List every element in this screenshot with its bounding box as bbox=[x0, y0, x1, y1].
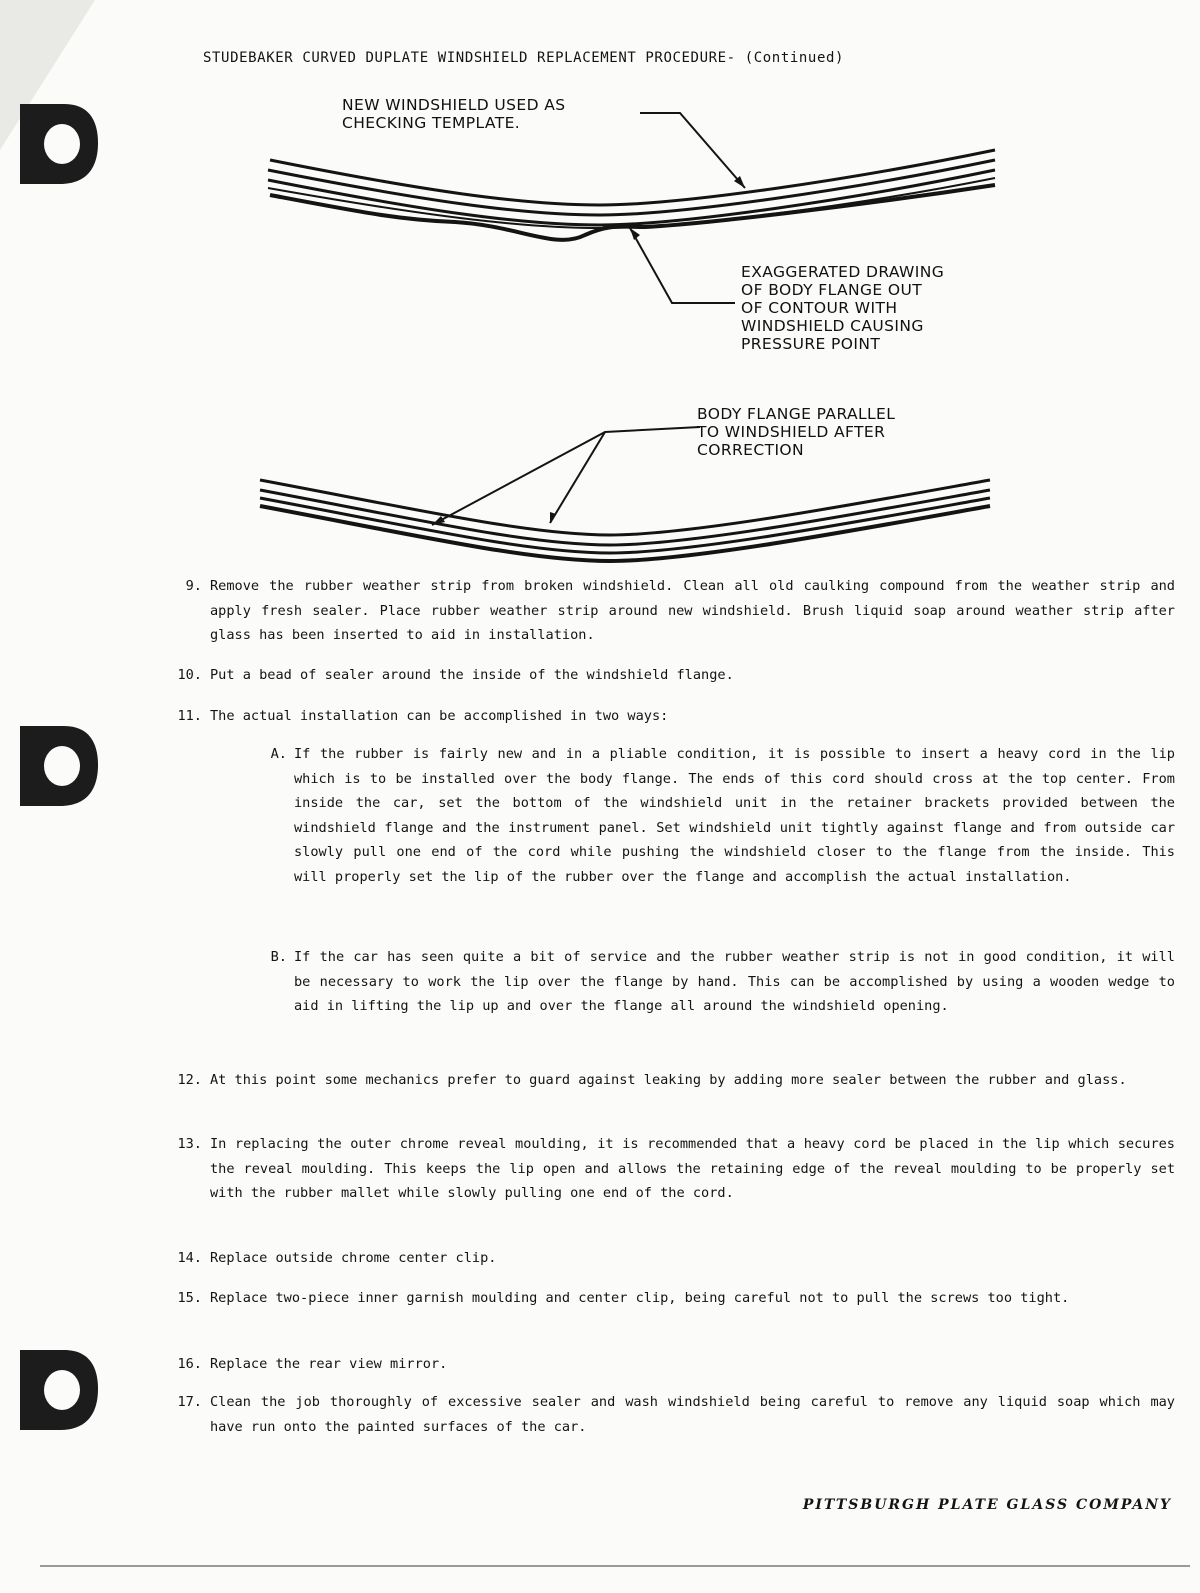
option-letter: B. bbox=[270, 949, 287, 965]
step-text: Remove the rubber weather strip from broken windshield. Clean all old caulking compound from the weather strip and apply fresh sealer. Place rubber weather strip around new windshield. Brush liquid soap around weather strip after glass has been inserted to aid in installation. bbox=[210, 578, 1175, 643]
step-text: Clean the job thoroughly of excessive sealer and wash windshield being careful to remove any liquid soap which may have run onto the painted surfaces of the car. bbox=[210, 1394, 1175, 1435]
step-number: 12. bbox=[177, 1072, 202, 1088]
step-text: In replacing the outer chrome reveal moulding, it is recommended that a heavy cord be placed in the lip which secures the reveal moulding. This keeps the lip open and allows the retaining edge of the reveal moulding to be properly set with the rubber mallet while slowly pulling one end of the cord. bbox=[210, 1136, 1175, 1201]
step-text: Replace outside chrome center clip. bbox=[210, 1250, 497, 1266]
option-text: If the rubber is fairly new and in a pliable condition, it is possible to insert a heavy cord in the lip which is to be installed over the body flange. The ends of this cord should cross at the top center. From inside the car, set the bottom of the windshield unit in the retainer brackets provided between the windshield flange and the instrument panel. Set windshield unit tightly against flange and from outside car slowly pull one end of the cord while pushing the windshield closer to the flange from the inside. This will properly set the lip of the rubber over the flange and accomplish the actual installation. bbox=[294, 746, 1175, 885]
bottom-edge-line bbox=[40, 1565, 1190, 1567]
option-letter: A. bbox=[270, 746, 287, 762]
option-text: If the car has seen quite a bit of service and the rubber weather strip is not in good condition, it will be necessary to work the lip over the flange by hand. This can be accomplished by using a wooden wedge to aid in lifting the lip up and over the flange all around the windshield opening. bbox=[294, 949, 1175, 1014]
company-footer: PITTSBURGH PLATE GLASS COMPANY bbox=[802, 1497, 1172, 1513]
callout-exaggerated-flange: EXAGGERATED DRAWING OF BODY FLANGE OUT OF CONTOUR WITH WINDSHIELD CAUSING PRESSURE POINT bbox=[741, 263, 945, 353]
step-number: 14. bbox=[177, 1250, 202, 1266]
step-text: Replace two-piece inner garnish moulding and center clip, being careful not to pull the screws too tight. bbox=[210, 1290, 1070, 1306]
step-number: 17. bbox=[177, 1394, 202, 1410]
step-number: 9. bbox=[185, 578, 202, 594]
step-text: The actual installation can be accomplished in two ways: bbox=[210, 708, 669, 724]
binder-hole-mark-bottom bbox=[18, 1346, 98, 1432]
step-text: At this point some mechanics prefer to guard against leaking by adding more sealer between the rubber and glass. bbox=[210, 1072, 1127, 1088]
flange-contour-diagram bbox=[0, 0, 1200, 570]
leader-lines bbox=[432, 113, 745, 525]
step-text: Put a bead of sealer around the inside of the windshield flange. bbox=[210, 667, 734, 683]
step-number: 15. bbox=[177, 1290, 202, 1306]
step-number: 11. bbox=[177, 708, 202, 724]
step-number: 10. bbox=[177, 667, 202, 683]
step-text: Replace the rear view mirror. bbox=[210, 1356, 448, 1372]
callout-parallel-flange: BODY FLANGE PARALLEL TO WINDSHIELD AFTER CORRECTION bbox=[697, 405, 896, 459]
binder-hole-mark-middle bbox=[18, 722, 98, 808]
windshield-template-drawing bbox=[268, 150, 995, 240]
page-title: STUDEBAKER CURVED DUPLATE WINDSHIELD REPLACEMENT PROCEDURE- (Continued) bbox=[203, 50, 845, 66]
windshield-corrected-drawing bbox=[260, 480, 990, 561]
step-number: 16. bbox=[177, 1356, 202, 1372]
callout-template: NEW WINDSHIELD USED AS CHECKING TEMPLATE. bbox=[342, 96, 566, 132]
step-number: 13. bbox=[177, 1136, 202, 1152]
